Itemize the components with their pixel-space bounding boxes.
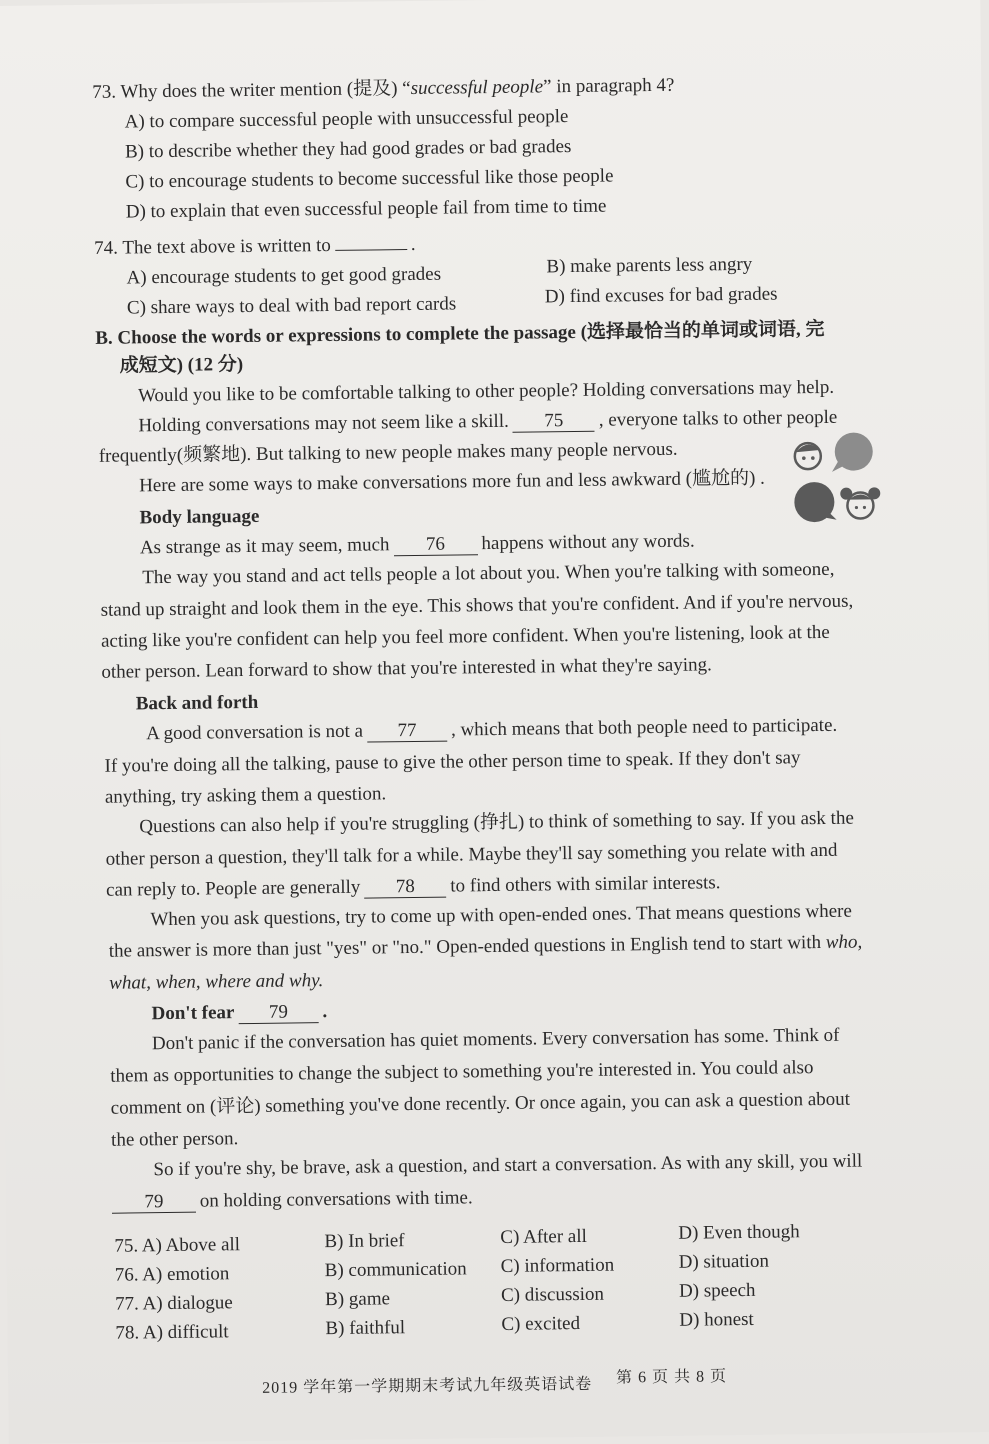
footer-page-number: 第 6 页 共 8 页 [615,1368,728,1387]
q73-option-c: C) to encourage students to become successful like those people [125,165,614,193]
choice-75-c: C) After all [500,1225,587,1248]
blank-78: 78 [364,877,446,899]
q74-option-d: D) find excuses for bad grades [544,283,778,308]
choice-76-a: 76. A) emotion [114,1263,230,1286]
choice-76-b: B) communication [324,1258,467,1282]
blank-79-second: 79 [112,1192,196,1214]
choice-75-b: B) In brief [324,1230,405,1253]
passage-p6: A good conversation is not a 77 , which means that both people need to participate. [146,714,838,745]
passage-p8-line2: the answer is more than just "yes" or "no." Open-ended questions in English tend to start with who, [108,931,863,962]
choice-77-c: C) discussion [500,1283,605,1306]
passage-p5-line1: The way you stand and act tells people a lot about you. When you're talking with someone, [142,558,835,589]
conversation-illustration [792,431,883,527]
passage-p7-line1: Questions can also help if you're struggling (挣扎) to think of something to say. If you ask the [139,807,854,838]
passage-p3: Here are some ways to make conversations more fun and less awkward (尴尬的) . [138,467,765,497]
speech-bubble-icon [832,432,873,471]
choice-78-c: C) excited [501,1313,581,1335]
choice-78-a: 78. A) difficult [115,1321,229,1344]
passage-p8-line1: When you ask questions, try to come up with open-ended ones. That means questions where [150,900,852,931]
subheading-body-language: Body language [139,505,260,529]
subheading-dont-fear: Don't fear 79 . [151,1001,328,1025]
passage-p2: Holding conversations may not seem like a skill. 75 , everyone talks to other people [138,406,838,437]
passage-p2-cont: frequently(频繁地). But talking to new people makes many people nervous. [98,438,678,467]
q74-option-c: C) share ways to deal with bad report cards [126,293,457,319]
q74-stem: 74. The text above is written to . [94,233,416,259]
choice-75-d: D) Even though [678,1221,800,1244]
passage-p5-line2: stand up straight and look them in the eye. This shows that you're confident. And if you're nervous, [100,590,854,621]
blank-77: 77 [367,721,447,743]
choice-78-d: D) honest [679,1308,754,1331]
passage-p4: As strange as it may seem, much 76 happens without any words. [139,530,695,559]
blank-79: 79 [238,1002,318,1024]
footer-exam-title: 2019 学年第一学期期末考试九年级英语试卷 [262,1375,593,1397]
passage-p6-line3: anything, try asking them a question. [104,783,387,808]
subheading-back-and-forth: Back and forth [135,691,259,715]
passage-p7-line3: can reply to. People are generally 78 to find others with similar interests. [105,872,721,901]
choice-77-b: B) game [324,1288,391,1311]
passage-p1: Would you like to be comfortable talking to other people? Holding conversations may help. [137,376,835,407]
choice-75-a: 75. A) Above all [114,1234,241,1257]
q73-stem: 73. Why does the writer mention (提及) “successful people” in paragraph 4? [92,74,675,103]
q73-option-d: D) to explain that even successful people fail from time to time [125,195,607,223]
blank-75: 75 [513,411,595,433]
girl-face-icon [840,487,880,518]
passage-p5-line4: other person. Lean forward to show that you're interested in what they're saying. [101,654,712,683]
choice-76-d: D) situation [678,1250,770,1273]
choice-77-a: 77. A) dialogue [114,1292,233,1315]
passage-p9-line4: the other person. [110,1128,239,1151]
passage-p10-line1: So if you're shy, be brave, ask a question, and start a conversation. As with any skill, you will [153,1150,863,1181]
section-b-heading: B. Choose the words or expressions to complete the passage (选择最恰当的单词或词语, 完 [95,318,825,349]
section-b-heading-cont: 成短文) (12 分) [119,354,244,377]
passage-p8-line3: what, when, where and why. [109,970,324,994]
passage-p9-line3: comment on (评论) something you've done recently. Or once again, you can ask a question about [110,1088,851,1119]
blank-76: 76 [393,534,477,556]
choice-78-b: B) faithful [325,1317,406,1340]
passage-p10-line2: 79 on holding conversations with time. [112,1186,473,1214]
choice-76-c: C) information [500,1254,615,1277]
passage-p7-line2: other person a question, they'll talk for a while. Maybe they'll say something you relate with and [105,839,838,870]
passage-p9-line2: them as opportunities to change the subject to something you're interested in. You could also [110,1057,814,1087]
choice-77-d: D) speech [678,1279,756,1302]
speech-bubble-dark-icon [794,482,836,523]
boy-face-icon [795,443,821,469]
q74-option-a: A) encourage students to get good grades [126,263,442,289]
passage-p6-line2: If you're doing all the talking, pause to give the other person time to speak. If they don't say [104,747,801,777]
q73-option-b: B) to describe whether they had good grades or bad grades [124,136,572,163]
q74-option-b: B) make parents less angry [546,253,753,278]
passage-p5-line3: acting like you're confident can help you feel more confident. When you're listening, look at the [100,621,830,652]
q73-option-a: A) to compare successful people with unsuccessful people [124,106,569,133]
passage-p9-line1: Don't panic if the conversation has quiet moments. Every conversation has some. Think of [151,1024,840,1055]
